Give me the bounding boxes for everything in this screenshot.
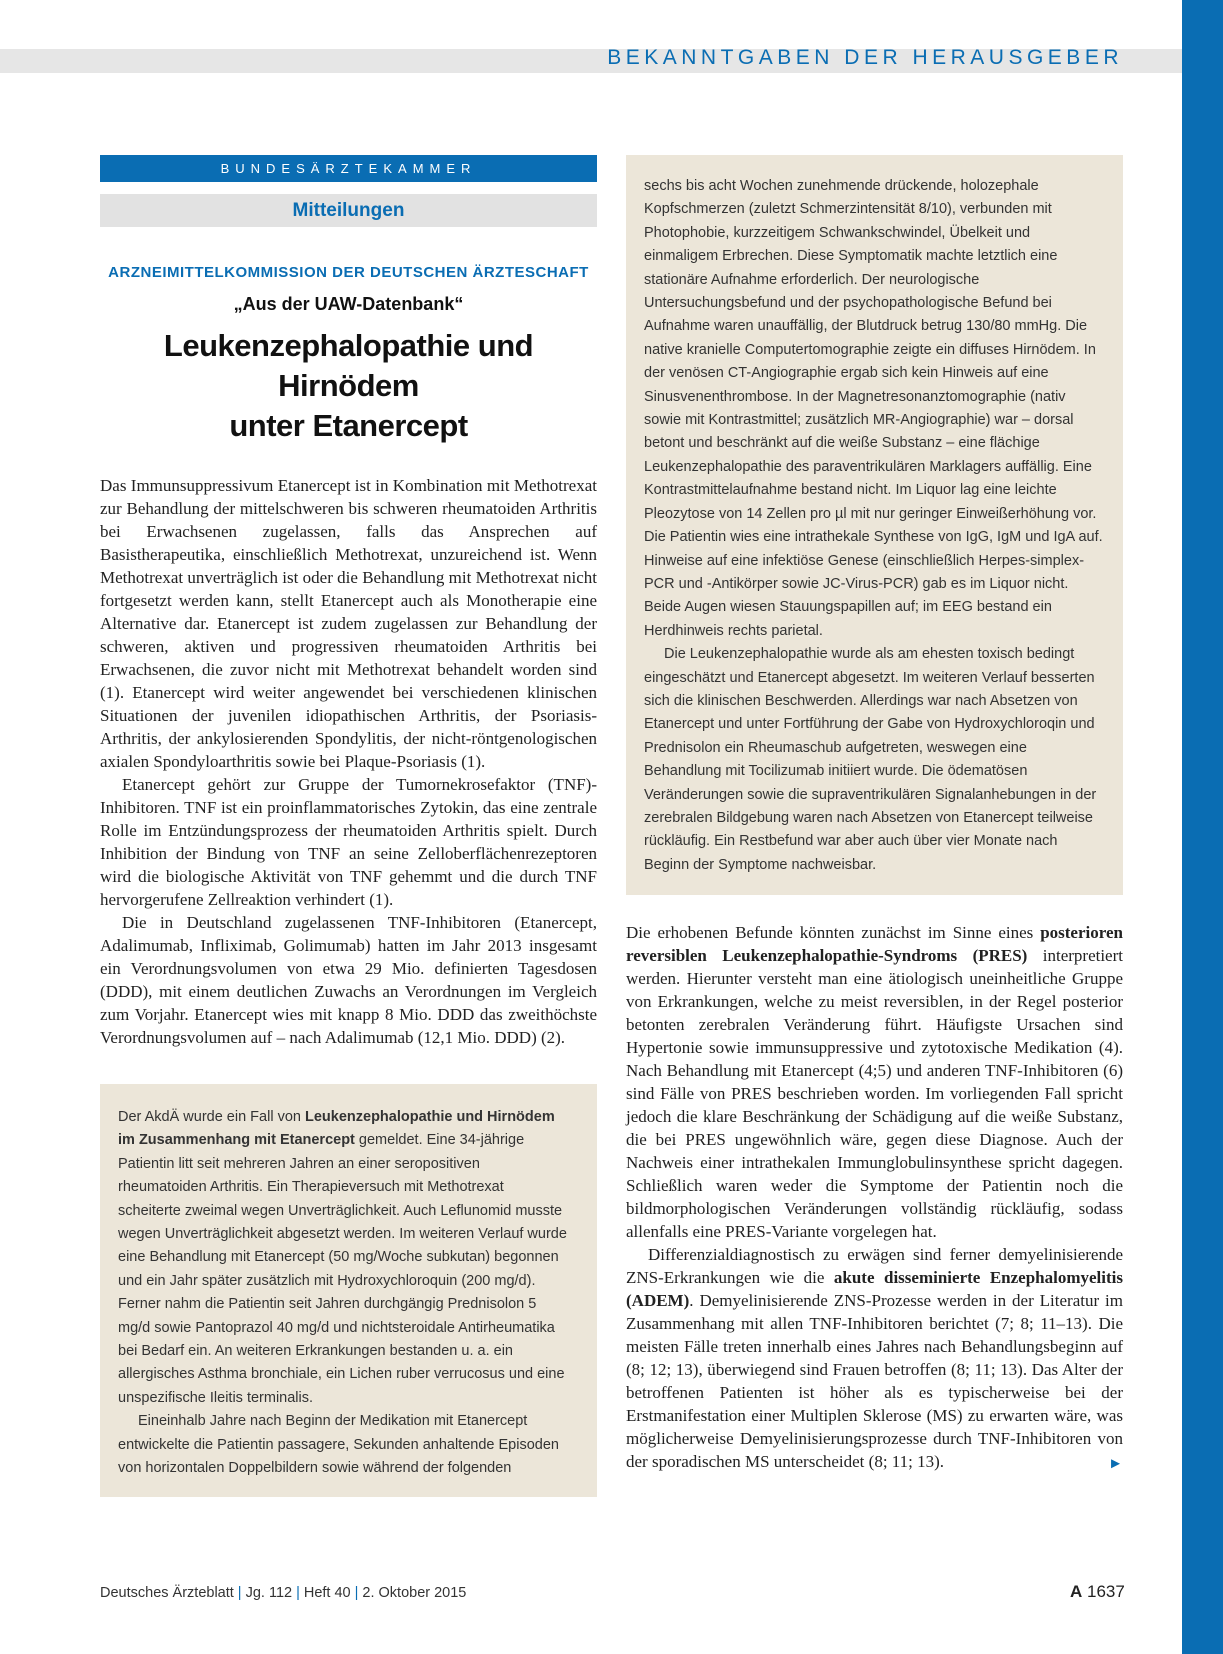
volume: Jg. 112 <box>245 1585 293 1601</box>
text-run: Der AkdÄ wurde ein Fall von <box>118 1109 305 1125</box>
case-paragraph: sechs bis acht Wochen zunehmende drückende, holozephale Kopfschmerzen (zuletzt Schmerzintensität 8/10), verbunden mit Photophobie, kurzzeitigem Schwankschwindel, Übelkeit und einmaligem Erbrechen. Diese Symptomatik machte letztlich eine stationäre Aufnahme erforderlich. Der neurologische Untersuchungsbefund und der psychopathologische Befund bei Aufnahme waren unauffällig, der Blutdruck betrug 130/80 mmHg. Die native kranielle Computertomographie zeigte ein diffuses Hirnödem. In der venösen CT-Angiographie ergab sich kein Hinweis auf eine Sinusvenenthrombose. In der Magnetresonanztomographie (nativ sowie mit Kontrastmittel; zusätzlich MR-Angiographie) war – dorsal betont und beschränkt auf die weiße Substanz – eine flächige Leukenzephalopathie des paraventrikulären Marklagers auffällig. Eine Kontrastmittelaufnahme bestand nicht. Im Liquor lag eine leichte Pleozytose von 14 Zellen pro µl mit nur geringer Einweißerhöhung vor. Die Patientin wies eine intrathekale Synthese von IgG, IgM und IgA auf. Hinweise auf eine infektiöse Genese (einschließlich Herpes-simplex-PCR und -Antikörper sowie JC-Virus-PCR) gab es im Liquor nicht. Beide Augen wiesen Stauungspapillen auf; im EEG bestand ein Herdhinweis rechts parietal. <box>644 178 1103 639</box>
issue-date: 2. Oktober 2015 <box>362 1585 467 1601</box>
separator: | <box>296 1585 300 1601</box>
page-prefix: A <box>1070 1582 1083 1601</box>
edge-color-bar <box>1182 0 1223 1654</box>
left-column <box>100 155 597 1497</box>
bold-run: akute disseminierte Enzephalomyelitis (ADEM) <box>626 1268 1123 1311</box>
text-run: . Demyelinisierende ZNS-Prozesse werden in der Literatur im Zusammenhang mit allen TNF-Inhibitoren berichtet (7; 8; 11–13). Die meisten Fälle treten innerhalb eines Jahres nach Behandlungsbeginn auf (8; 12; 13), überwiegend sind Frauen betroffen (8; 11; 13). Das Alter der betroffenen Patienten ist höher als es typischerweise bei der Erstmanifestation einer Multiplen Sklerose (MS) zu erwarten wäre, was möglicherweise Demyelinisierungsprozesse durch TNF-Inhibitoren von der sporadischen MS unterscheidet (8; 11; 13). <box>626 1291 1123 1472</box>
text-run: gemeldet. Eine 34-jährige Patientin litt seit mehreren Jahren an einer seropositiven rheumatoiden Arthritis. Ein Therapieversuch mit Methotrexat scheiterte zweimal wegen Unverträglichkeit. Auch Leflunomid musste wegen Unverträglichkeit abgesetzt werden. Im weiteren Verlauf wurde eine Behandlung mit Etanercept (50 mg/Woche subkutan) begonnen und ein Jahr später zusätzlich mit Hydroxychloroquin (200 mg/d). Ferner nahm die Patientin seit Jahren durchgängig Prednisolon 5 mg/d sowie Pantoprazol 40 mg/d und nichtsteroidale Antirheumatika bei Bedarf ein. An weiteren Erkrankungen bestanden u. a. ein allergisches Asthma bronchiale, ein Lichen ruber verrucosus und eine unspezifische Ileitis terminalis. <box>118 1132 567 1406</box>
separator: | <box>237 1585 242 1601</box>
right-column <box>626 155 1123 1476</box>
page-number-value: 1637 <box>1087 1582 1125 1601</box>
paragraph: Das Immunsuppressivum Etanercept ist in Kombination mit Methotrexat zur Behandlung der mittelschweren bis schweren rheumatoiden Arthritis bei Erwachsenen zugelassen, falls das Ansprechen auf Basistherapeutika, einschließlich Methotrexat, unzureichend ist. Wenn Methotrexat unverträglich ist oder die Behandlung mit Methotrexat nicht fortgesetzt werden kann, stellt Etanercept auch als Monotherapie eine Alternative dar. Etanercept ist zudem zugelassen zur Behandlung der schweren, aktiven und progressiven rheumatoiden Arthritis bei Erwachsenen, die zuvor nicht mit Methotrexat behandelt worden sind (1). Etanercept wird weiter angewendet bei verschiedenen klinischen Situationen der juvenilen idiopathischen Arthritis, der Psoriasis-Arthritis, der ankylosierenden Spondylitis, der nicht-röntgenologischen axialen Spondyloarthritis sowie bei Plaque-Psoriasis (1). <box>100 476 597 771</box>
separator: | <box>354 1585 359 1601</box>
footer-citation <box>100 1585 466 1601</box>
paragraph: Die in Deutschland zugelassenen TNF-Inhibitoren (Etanercept, Adalimumab, Infliximab, Golimumab) hatten im Jahr 2013 insgesamt ein Verordnungsvolumen von etwa 29 Mio. definierten Tagesdosen (DDD), mit einem deutlichen Zuwachs an Verordnungen im Vergleich zum Vorjahr. Etanercept wies mit knapp 8 Mio. DDD das zweithöchste Verordnungsvolumen auf – nach Adalimumab (12,1 Mio. DDD) (2). <box>100 913 597 1047</box>
case-paragraph <box>118 1106 567 1410</box>
discussion-text <box>626 921 1123 1473</box>
article-title <box>100 326 597 446</box>
article-kicker: ARZNEIMITTELKOMMISSION DER DEUTSCHEN ÄRZTESCHAFT <box>108 264 589 281</box>
bold-run: Leukenzephalopathie und Hirnödem im Zusammenhang mit Etanercept <box>118 1109 555 1149</box>
page-number <box>1070 1582 1125 1602</box>
paragraph: Etanercept gehört zur Gruppe der Tumornekrosefaktor (TNF)-Inhibitoren. TNF ist ein proinflammatorisches Zytokin, das eine zentrale Rolle im Entzündungsprozess der rheumatoiden Arthritis spielt. Durch Inhibition der Bindung von TNF an seine Zelloberflächenrezeptoren wird die biologische Aktivität von TNF gehemmt und die durch TNF hervorgerufene Zellreaktion verhindert (1). <box>100 775 597 909</box>
bold-run: posterioren reversiblen Leukenzephalopathie-Syndroms (PRES) <box>626 923 1123 966</box>
section-title: BEKANNTGABEN DER HERAUSGEBER <box>607 46 1123 69</box>
category-band: Mitteilungen <box>100 194 597 227</box>
title-line-2: unter Etanercept <box>229 408 468 443</box>
case-report-box-continued <box>626 155 1123 895</box>
paragraph <box>626 1243 1123 1473</box>
paragraph <box>626 921 1123 1243</box>
continue-arrow-icon: ► <box>1108 1456 1123 1473</box>
issue: Heft 40 <box>303 1585 351 1601</box>
text-run: Differenzialdiagnostisch zu erwägen sind ferner demyelinisierende ZNS-Erkrankungen wie die <box>626 1245 1123 1288</box>
journal-name: Deutsches Ärzteblatt <box>100 1585 234 1601</box>
case-paragraph: Eineinhalb Jahre nach Beginn der Medikation mit Etanercept entwickelte die Patientin passagere, Sekunden anhaltende Episoden von horizontalen Doppelbildern sowie während der folgenden <box>118 1413 559 1477</box>
text-run: Die erhobenen Befunde könnten zunächst im Sinne eines <box>626 923 1041 943</box>
case-report-box <box>100 1084 597 1497</box>
case-paragraph: Die Leukenzephalopathie wurde als am ehesten toxisch bedingt eingeschätzt und Etanercept abgesetzt. Im weiteren Verlauf besserten sich die klinischen Beschwerden. Allerdings war nach Absetzen von Etanercept und unter Fortführung der Gabe von Hydroxychloroqin und Prednisolon ein Rheumaschub aufgetreten, weswegen eine Behandlung mit Tocilizumab initiiert wurde. Die ödematösen Veränderungen sowie die supraventrikulären Signalanhebungen in der zerebralen Bildgebung waren nach Absetzen von Etanercept teilweise rückläufig. Ein Restbefund war aber auch über vier Monate nach Beginn der Symptome nachweisbar. <box>644 646 1097 873</box>
org-band: BUNDESÄRZTEKAMMER <box>100 155 597 182</box>
article-subtitle: „Aus der UAW-Datenbank“ <box>233 294 464 314</box>
text-run: interpretiert werden. Hierunter versteht man eine ätiologisch uneinheitliche Gruppe von Erkrankungen, welche zu meist reversiblen, in der Regel posterior betonten zerebralen Veränderung führt. Häufigste Ursachen sind Hypertonie sowie immunsuppressive und zytotoxische Medikation (4). Nach Behandlung mit Etanercept (4;5) und anderen TNF-Inhibitoren (6) sind Fälle von PRES beschrieben worden. Im vorliegenden Fall spricht jedoch die klare Beschränkung der Schädigung auf die weiße Substanz, die bei PRES ungewöhnlich wäre, gegen diese Diagnose. Auch der Nachweis einer intrathekalen Immunglobulinsynthese spricht dagegen. Schließlich waren weder die Symptome der Patientin noch die bildmorphologischen Veränderungen vollständig rückläufig, sodass allenfalls eine PRES-Variante vorgelegen hat. <box>626 946 1123 1242</box>
intro-text <box>100 474 597 1049</box>
title-line-1: Leukenzephalopathie und Hirnödem <box>163 328 534 403</box>
